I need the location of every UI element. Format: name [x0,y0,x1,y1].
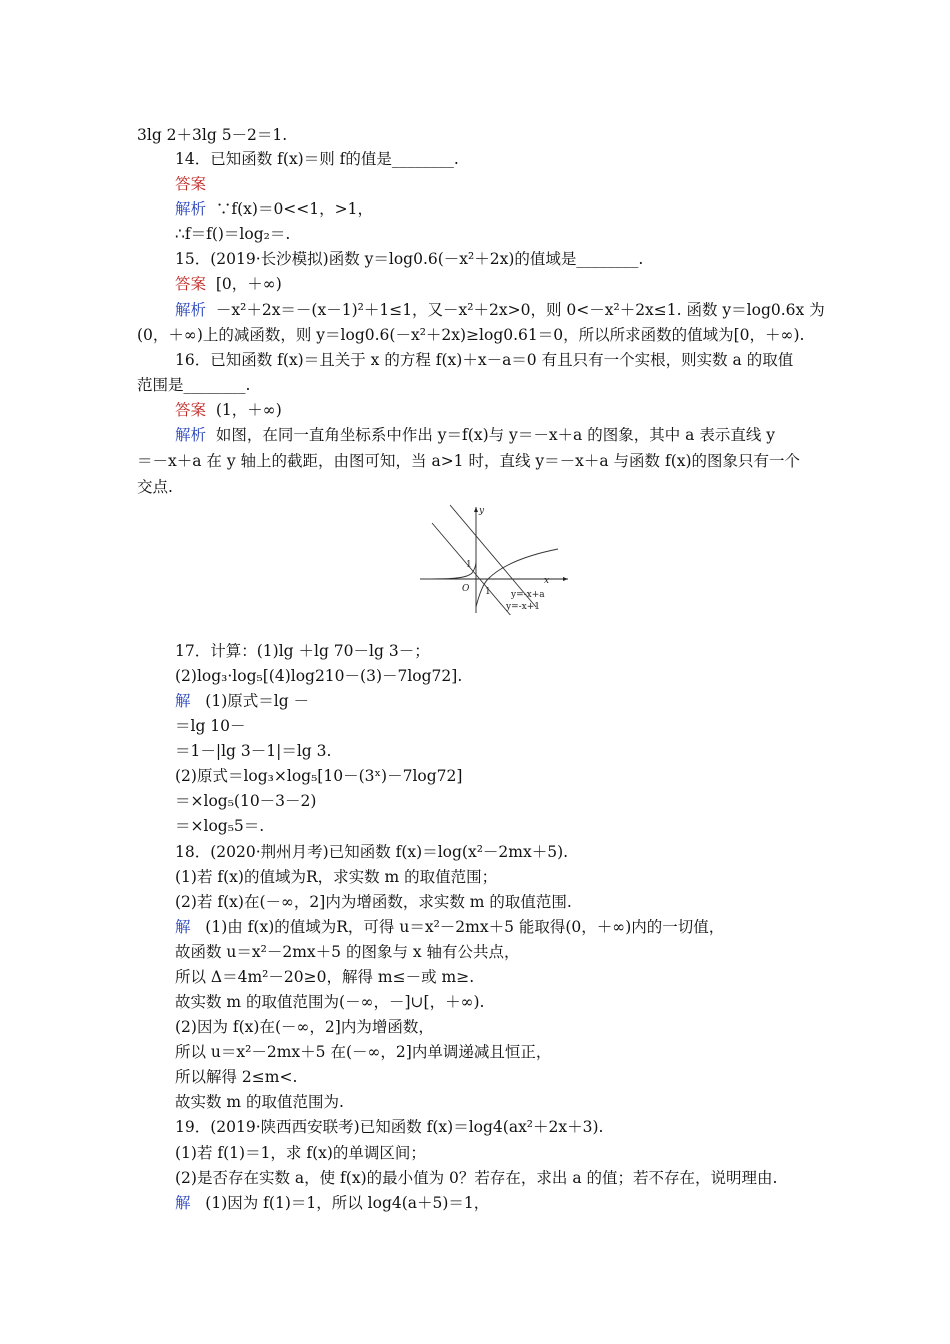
q16-answer: 答案 (1，＋∞) [175,401,282,419]
answer-label: 答案 [175,401,207,419]
q18-step-7: 所以解得 2≤m<. [175,1068,298,1086]
question-18-part1: (1)若 f(x)的值域为R，求实数 m 的取值范围； [175,868,498,886]
question-17-part2: (2)log₃·log₅[(4)log210－(3)－7log72]. [175,667,463,685]
solution-label: 解析 [175,301,207,319]
q17-step-3: ＝1－|lg 3－1|＝lg 3. [175,742,332,760]
q17-step-6: ＝×log₅5＝. [175,817,265,835]
q18-step-6: 所以 u＝x²－2mx＋5 在(－∞，2]内单调递减且恒正， [175,1043,552,1061]
q16-solution-3: 交点. [137,478,173,496]
q14-solution: 解析 ∵f(x)＝0<<1，>1， [175,200,373,218]
q19-solution: 解 (1)因为 f(1)＝1，所以 log4(a＋5)＝1， [175,1194,490,1212]
solution-label: 解析 [175,200,207,218]
solution-label: 解析 [175,426,207,444]
q17-solution: 解 (1)原式＝lg － [175,692,310,710]
q15-answer: 答案 [0，＋∞) [175,275,282,293]
q15-solution: 解析 －x²＋2x＝－(x－1)²＋1≤1，又－x²＋2x>0，则 0<－x²＋2x≤1. 函数 y＝log0.6x 为 [175,301,825,319]
q17-step-2: ＝lg 10－ [175,717,246,735]
q18-step-8: 故实数 m 的取值范围为. [175,1093,344,1111]
y-tick-label: 1 [466,560,472,570]
solution-label: 解 [175,692,191,710]
q17-step-4: (2)原式＝log₃×log₅[10－(3ˣ)－7log72] [175,767,463,785]
q17-step-5: ＝×log₅(10－3－2) [175,792,317,810]
function-graph-figure [418,503,574,615]
q18-step-2: 故函数 u＝x²－2mx＋5 的图象与 x 轴有公共点， [175,943,520,961]
question-19: 19．(2019·陕西西安联考)已知函数 f(x)＝log4(ax²＋2x＋3). [175,1118,604,1136]
q18-solution: 解 (1)由 f(x)的值域为R，可得 u＝x²－2mx＋5 能取得(0，＋∞)内的一切值， [175,918,725,936]
line-lg-result: 3lg 2＋3lg 5－2＝1. [137,126,288,144]
solution-label: 解 [175,1194,191,1212]
question-17: 17．计算：(1)lg ＋lg 70－lg 3－； [175,642,430,660]
q14-answer-label: 答案 [175,175,207,193]
question-18-part2: (2)若 f(x)在(－∞，2]内为增函数，求实数 m 的取值范围. [175,893,572,911]
question-14: 14．已知函数 f(x)＝则 f的值是________. [175,150,459,168]
q16-solution-2: ＝－x＋a 在 y 轴上的截距，由图可知，当 a>1 时，直线 y＝－x＋a 与函数 f(x)的图象只有一个 [137,452,801,470]
line-a-label: y=-x+a [511,590,545,600]
question-19-part1: (1)若 f(1)＝1，求 f(x)的单调区间； [175,1144,426,1162]
question-18: 18．(2020·荆州月考)已知函数 f(x)＝log(x²－2mx＋5). [175,843,569,861]
q18-step-3: 所以 Δ＝4m²－20≥0，解得 m≤－或 m≥. [175,968,475,986]
line-y-neg-x-plus-1 [432,523,512,615]
q14-solution-2: ∴f＝f()＝log₂＝. [175,225,291,243]
q18-step-4: 故实数 m 的取值范围为(－∞，－]∪[，＋∞). [175,993,485,1011]
y-axis-arrow [474,507,478,512]
question-15: 15．(2019·长沙模拟)函数 y＝log0.6(－x²＋2x)的值域是________. [175,250,644,268]
line-1-label: y=-x+1 [506,602,541,612]
question-19-part2: (2)是否存在实数 a，使 f(x)的最小值为 0？若存在，求出 a 的值；若不存在，说明理由. [175,1169,778,1187]
solution-label: 解 [175,918,191,936]
origin-label: O [462,584,470,594]
x-tick-label: 1 [485,587,491,597]
x-axis-label: x [544,576,550,586]
x-axis-arrow [563,577,568,581]
q15-solution-2: (0，＋∞)上的减函数，则 y＝log0.6(－x²＋2x)≥log0.61＝0，所以所求函数的值域为[0，＋∞). [137,326,805,344]
q16-solution: 解析 如图，在同一直角坐标系中作出 y＝f(x)与 y＝－x＋a 的图象，其中 a 表示直线 y [175,426,776,444]
q18-step-5: (2)因为 f(x)在(－∞，2]内为增函数， [175,1018,434,1036]
question-16: 16．已知函数 f(x)＝且关于 x 的方程 f(x)＋x－a＝0 有且只有一个实根，则实数 a 的取值 [175,351,794,369]
question-16-cont: 范围是________. [137,376,251,394]
answer-label: 答案 [175,275,207,293]
y-axis-label: y [479,506,485,516]
